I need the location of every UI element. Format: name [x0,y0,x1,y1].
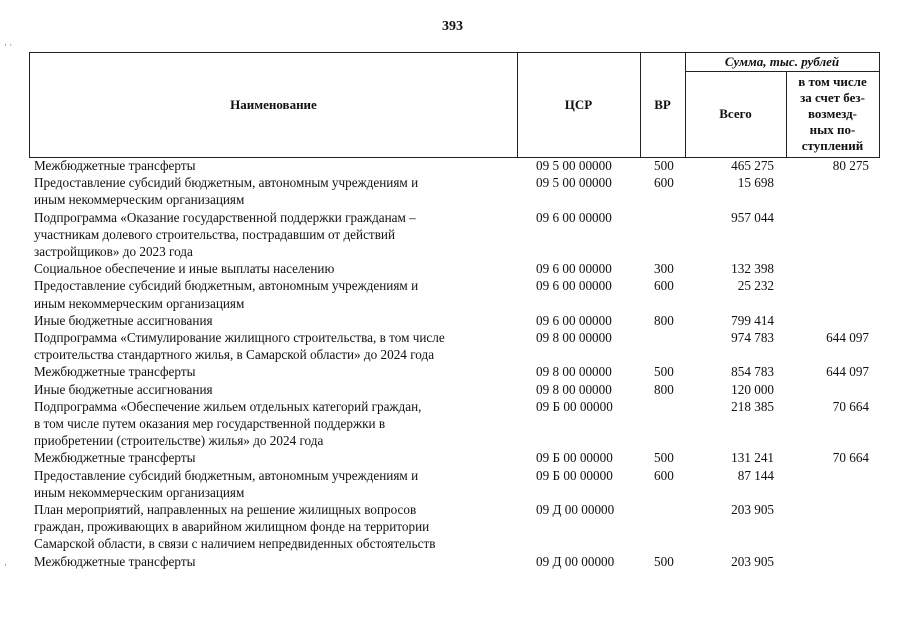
row-vr: 500 [654,553,674,569]
row-name [34,209,514,261]
header-incl-line: возмезд- [808,106,857,121]
row-name-line: Социальное обеспечение и иные выплаты населению [34,261,335,277]
header-incl-line: ступлений [801,138,864,153]
row-vr: 300 [654,261,674,277]
table-row [29,363,879,380]
row-name-line: Межбюджетные трансферты [34,364,196,380]
row-csr: 09 6 00 00000 [536,209,612,225]
row-name-line: в том числе путем оказания мер государственной поддержки в [34,416,386,432]
row-vr: 800 [654,381,674,397]
table-row [29,381,879,398]
page-number: 393 [442,19,463,34]
row-csr: 09 6 00 00000 [536,278,612,294]
row-name-line: иным некоммерческим организациям [34,295,245,311]
table-row [29,398,879,450]
row-name [34,363,514,380]
row-name-line: Самарской области, в связи с наличием непредвиденных обстоятельств [34,536,436,552]
row-vr: 500 [654,364,674,380]
header-incl-line: за счет без- [800,90,865,105]
row-csr: 09 5 00 00000 [536,158,612,173]
header-incl-line: в том числе [798,74,867,89]
row-name [34,398,514,450]
table-row [29,329,879,363]
row-vr: 600 [654,175,674,191]
row-csr: 09 8 00 00000 [536,330,612,346]
row-name [34,277,514,311]
row-name-line: иным некоммерческим организациям [34,484,245,500]
row-incl: 644 097 [826,364,869,380]
row-csr: 09 6 00 00000 [536,261,612,277]
row-name [34,467,514,501]
row-total: 87 144 [737,467,774,483]
row-name-line: Подпрограмма «Оказание государственной поддержки гражданам – [34,209,416,225]
row-name [34,553,514,570]
row-vr: 600 [654,278,674,294]
header-vr: ВР [640,53,686,158]
row-name-line: Межбюджетные трансферты [34,450,196,466]
row-total: 203 905 [731,553,774,569]
row-name-line: Подпрограмма «Стимулирование жилищного строительства, в том числе [34,330,445,346]
row-name-line: Иные бюджетные ассигнования [34,312,213,328]
table-row [29,553,879,570]
row-total: 465 275 [731,158,774,173]
row-total: 218 385 [731,398,774,414]
row-incl: 80 275 [832,158,869,173]
table-row [29,174,879,208]
row-incl: 70 664 [832,398,869,414]
row-total: 203 905 [731,502,774,518]
table-row [29,449,879,466]
row-total: 131 241 [731,450,774,466]
row-name-line: План мероприятий, направленных на решение жилищных вопросов [34,502,417,518]
row-name-line: иным некоммерческим организациям [34,192,245,208]
row-name [34,312,514,329]
scan-edge-mark: · [4,560,7,570]
row-name [34,501,514,553]
row-name-line: граждан, проживающих в аварийном жилищном фонде на территории [34,519,430,535]
row-csr: 09 8 00 00000 [536,381,612,397]
table-row [29,157,879,174]
row-csr: 09 Д 00 00000 [536,502,615,518]
row-csr: 09 Б 00 00000 [536,398,613,414]
row-total: 974 783 [731,330,774,346]
row-name [34,157,514,174]
row-total: 25 232 [737,278,774,294]
row-name [34,174,514,208]
table-row [29,260,879,277]
header-sum: Сумма, тыс. рублей [685,53,880,72]
table-body [29,157,879,570]
row-name-line: Межбюджетные трансферты [34,158,196,173]
row-csr: 09 8 00 00000 [536,364,612,380]
row-csr: 09 6 00 00000 [536,312,612,328]
row-name [34,449,514,466]
table-header [29,52,880,158]
row-total: 120 000 [731,381,774,397]
row-vr: 500 [654,450,674,466]
row-name-line: Предоставление субсидий бюджетным, автономным учреждениям и [34,278,419,294]
row-name [34,260,514,277]
table-row [29,501,879,553]
row-name-line: участникам долевого строительства, пострадавшим от действий [34,226,396,242]
row-name-line: Предоставление субсидий бюджетным, автономным учреждениям и [34,467,419,483]
header-name: Наименование [30,53,518,158]
row-total: 799 414 [731,312,774,328]
row-csr: 09 Б 00 00000 [536,450,613,466]
table-row [29,209,879,261]
row-total: 15 698 [737,175,774,191]
header-incl [786,71,880,158]
row-csr: 09 5 00 00000 [536,175,612,191]
row-name-line: приобретении (строительстве) жилья» до 2024 года [34,433,324,449]
row-vr: 600 [654,467,674,483]
row-incl: 644 097 [826,330,869,346]
row-name-line: Подпрограмма «Обеспечение жильем отдельных категорий граждан, [34,398,422,414]
row-vr: 800 [654,312,674,328]
header-total: Всего [685,71,787,158]
row-csr: 09 Д 00 00000 [536,553,615,569]
table-row [29,277,879,311]
row-csr: 09 Б 00 00000 [536,467,613,483]
table-row [29,312,879,329]
row-total: 957 044 [731,209,774,225]
scan-edge-mark: · · [4,40,13,50]
row-total: 132 398 [731,261,774,277]
row-name-line: Межбюджетные трансферты [34,553,196,569]
row-name-line: Предоставление субсидий бюджетным, автономным учреждениям и [34,175,419,191]
row-total: 854 783 [731,364,774,380]
row-name-line: строительства стандартного жилья, в Самарской области» до 2024 года [34,347,435,363]
header-csr: ЦСР [517,53,641,158]
row-name-line: Иные бюджетные ассигнования [34,381,213,397]
header-incl-line: ных по- [809,122,856,137]
table-row [29,467,879,501]
row-vr: 500 [654,158,674,173]
row-incl: 70 664 [832,450,869,466]
row-name [34,381,514,398]
row-name [34,329,514,363]
row-name-line: застройщиков» до 2023 года [34,244,193,260]
